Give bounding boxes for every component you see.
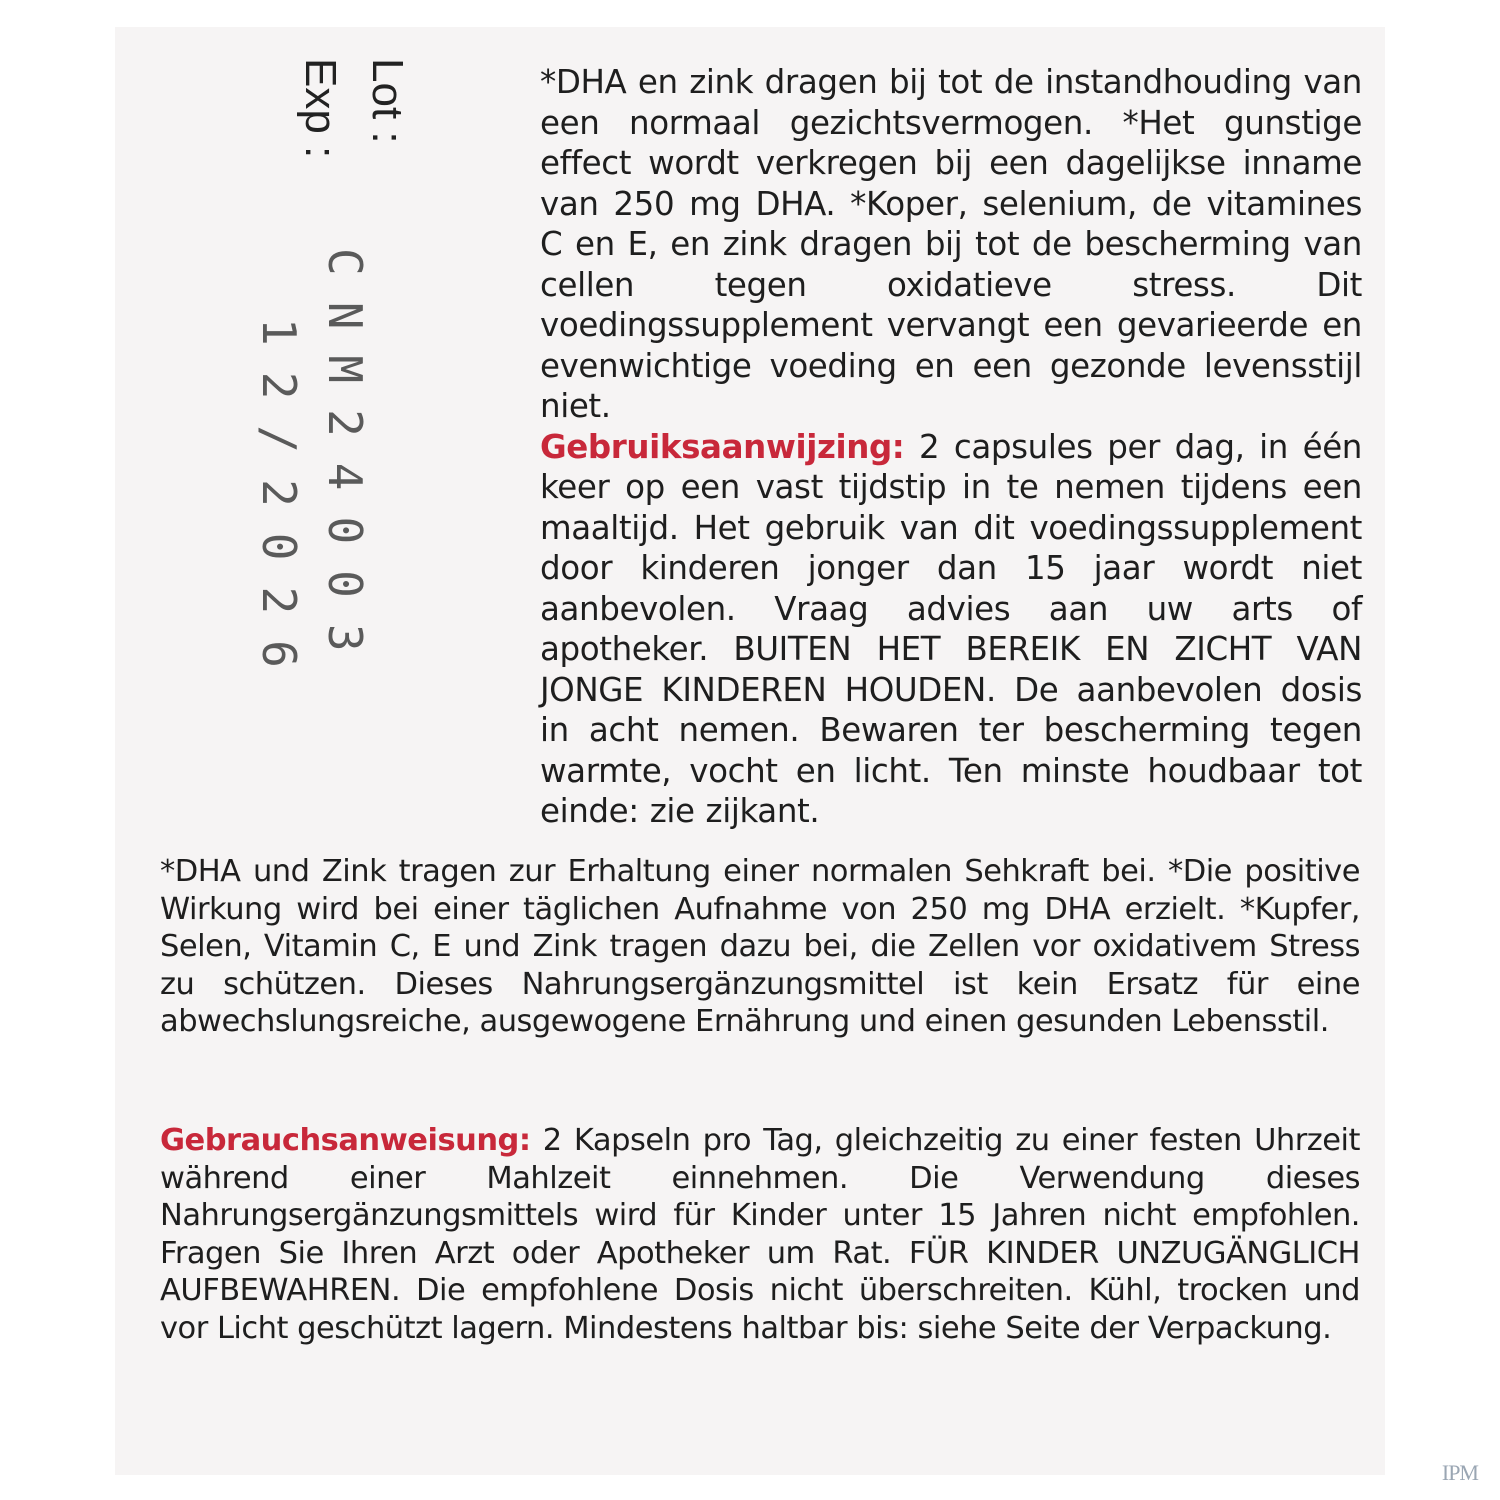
german-claims-block xyxy=(160,853,1360,1041)
german-usage-block xyxy=(160,1122,1360,1347)
german-claims: *DHA und Zink tragen zur Erhaltung einer normalen Sehkraft bei. *Die positive Wirkung wird bei einer täglichen Aufnahme von 250 mg DHA erzielt. *Kupfer, Selen, Vitamin C, E und Zink tragen dazu bei, die Zellen vor oxidativem Stress zu schützen. Dieses Nahrungsergänzungsmittel ist kein Ersatz für eine abwechslungsreiche, ausgewogene Ernährung und einen gesunden Lebensstil. xyxy=(160,854,1360,1039)
exp-value: 12/2026 xyxy=(252,318,306,694)
german-usage xyxy=(160,1122,1360,1347)
dutch-usage-label: Gebruiksaanwijzing: xyxy=(540,427,905,466)
exp-label: Exp : xyxy=(296,58,345,159)
german-usage-text: 2 Kapseln pro Tag, gleichzeitig zu einer festen Uhrzeit während einer Mahlzeit einnehmen. Die Verwendung dieses Nahrungsergänzungsmittels wird für Kinder unter 15 Jahren nicht empfohlen. Fragen Sie Ihren Arzt oder Apotheker um Rat. FÜR KINDER UNZUGÄNGLICH AUFBEWAHREN. Die empfohlene Dosis nicht überschreiten. Kühl, trocken und vor Licht geschützt lagern. Mindestens haltbar bis: siehe Seite der Verpackung. xyxy=(160,1123,1360,1346)
ipm-watermark-logo: IPM xyxy=(1441,1460,1478,1485)
german-usage-label: Gebrauchsanweisung: xyxy=(160,1123,531,1158)
dutch-claims: *DHA en zink dragen bij tot de instandhouding van een normaal gezichtsvermogen. *Het gunstige effect wordt verkregen bij een dagelijkse inname van 250 mg DHA. *Koper, selenium, de vitamines C en E, en zink dragen bij tot de bescherming van cellen tegen oxidatieve stress. Dit voedingssupplement vervangt een gevarieerde en evenwichtige voeding en een gezonde levensstijl niet. xyxy=(540,63,1362,425)
dutch-usage-text: 2 capsules per dag, in één keer op een vast tijdstip in te nemen tijdens een maaltijd. Het gebruik van dit voedingssupplement door kinderen jonger dan 15 jaar wordt niet aanbevolen. Vraag advies aan uw arts of apotheker. BUITEN HET BEREIK EN ZICHT VAN JONGE KINDEREN HOUDEN. De aanbevolen dosis in acht nemen. Bewaren ter bescherming tegen warmte, vocht en licht. Ten minste houdbaar tot einde: zie zijkant. xyxy=(540,427,1362,830)
dutch-usage xyxy=(540,427,1362,832)
dutch-text-block xyxy=(540,62,1362,832)
lot-label: Lot : xyxy=(363,58,412,144)
lot-value: CNM24003 xyxy=(318,248,372,678)
